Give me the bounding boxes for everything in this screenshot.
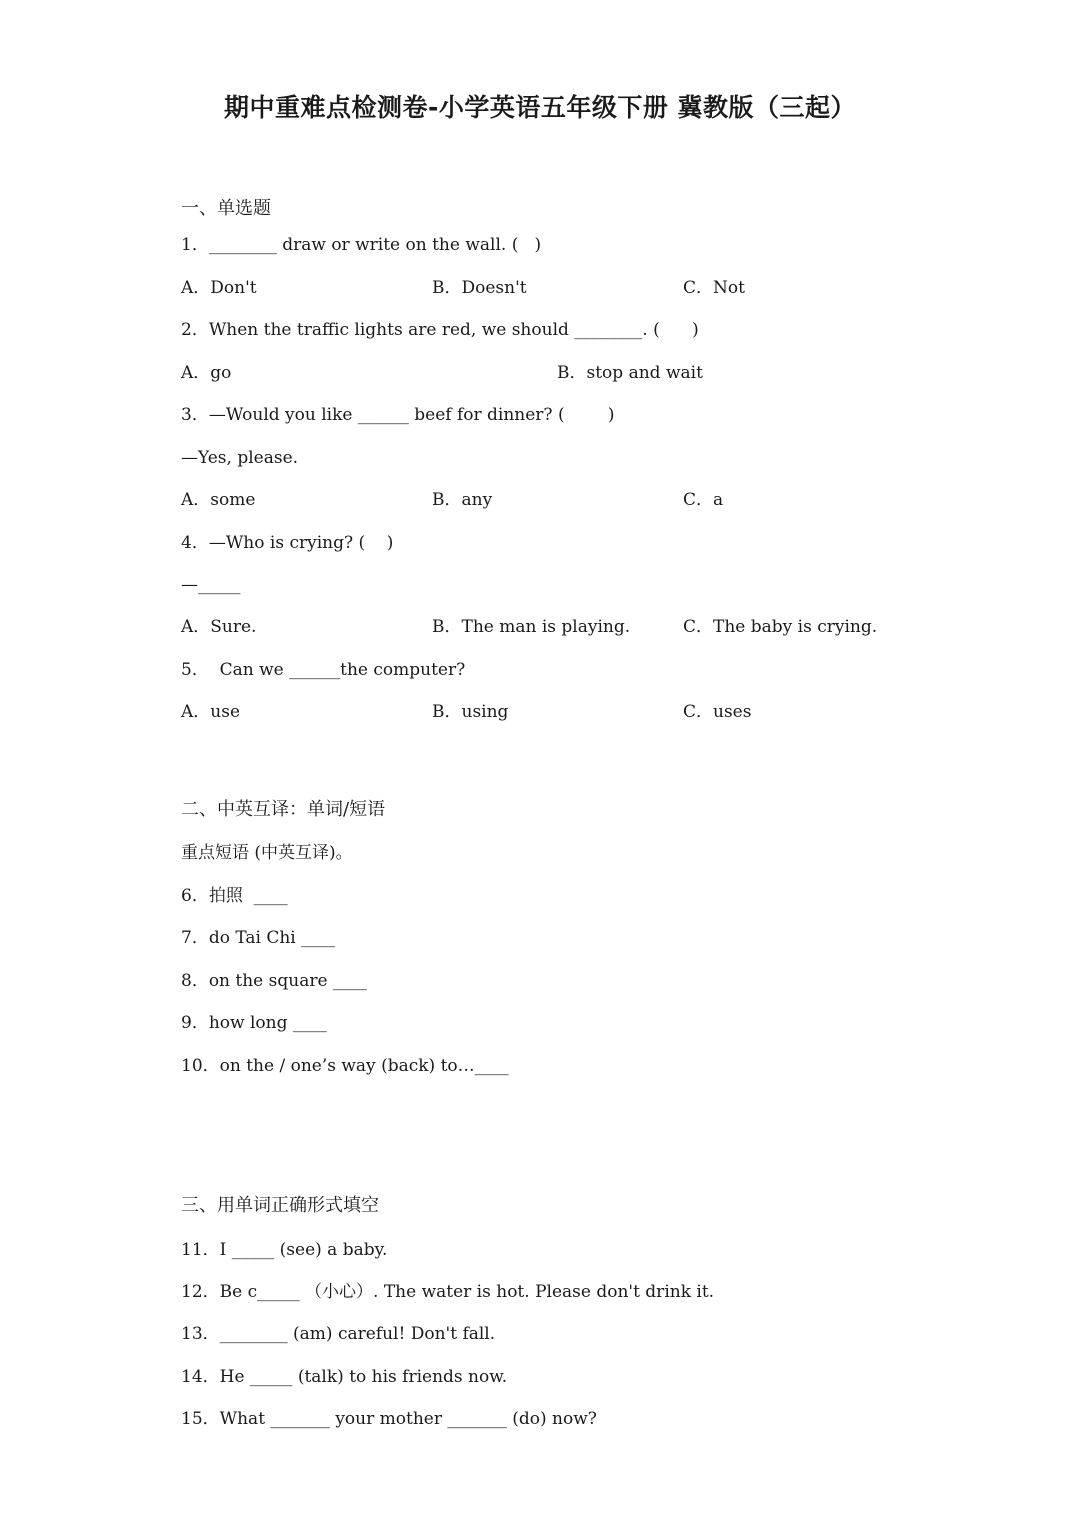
option-3c: C．a xyxy=(683,490,724,510)
question-stem-4: 4．—Who is crying? ( ) xyxy=(181,533,394,553)
fill-item-11: 11．I _____ (see) a baby. xyxy=(181,1240,388,1260)
option-3a: A．some xyxy=(181,490,256,510)
section-heading-2: 二、中英互译：单词/短语 xyxy=(181,799,386,820)
page-title: 期中重难点检测卷-小学英语五年级下册 冀教版（三起） xyxy=(223,93,857,122)
section-intro-2: 重点短语 (中英互译)。 xyxy=(181,843,353,863)
option-4a: A．Sure. xyxy=(181,617,257,637)
option-5a: A．use xyxy=(181,702,241,722)
question-stem-3: 3．—Would you like ______ beef for dinner? ( ) xyxy=(181,405,615,425)
option-1b: B．Doesn't xyxy=(432,278,527,298)
section-heading-3: 三、用单词正确形式填空 xyxy=(181,1195,379,1216)
question-extra-4: —_____ xyxy=(181,575,241,595)
question-stem-1: 1．________ draw or write on the wall. ( ) xyxy=(181,235,542,255)
question-extra-3: —Yes, please. xyxy=(181,448,299,468)
option-4c: C．The baby is crying. xyxy=(683,617,878,637)
phrase-item-10: 10．on the / one’s way (back) to…____ xyxy=(181,1056,509,1076)
option-1c: C．Not xyxy=(683,278,745,298)
question-stem-2: 2．When the traffic lights are red, we should ________. ( ) xyxy=(181,320,699,340)
fill-item-14: 14．He _____ (talk) to his friends now. xyxy=(181,1367,508,1387)
option-5b: B．using xyxy=(432,702,509,722)
option-5c: C．uses xyxy=(683,702,752,722)
option-2a: A．go xyxy=(181,363,232,383)
option-2b: B．stop and wait xyxy=(557,363,703,383)
fill-item-13: 13．________ (am) careful! Don't fall. xyxy=(181,1324,496,1344)
phrase-item-9: 9．how long ____ xyxy=(181,1013,327,1033)
section-heading-1: 一、单选题 xyxy=(181,198,271,219)
phrase-item-8: 8．on the square ____ xyxy=(181,971,367,991)
option-1a: A．Don't xyxy=(181,278,257,298)
fill-item-12: 12．Be c_____ （小心）. The water is hot. Please don't drink it. xyxy=(181,1282,715,1302)
question-stem-5: 5． Can we ______the computer? xyxy=(181,660,466,680)
phrase-item-7: 7．do Tai Chi ____ xyxy=(181,928,336,948)
fill-item-15: 15．What _______ your mother _______ (do) now? xyxy=(181,1409,597,1429)
phrase-item-6: 6．拍照 ____ xyxy=(181,886,288,906)
option-4b: B．The man is playing. xyxy=(432,617,631,637)
option-3b: B．any xyxy=(432,490,493,510)
